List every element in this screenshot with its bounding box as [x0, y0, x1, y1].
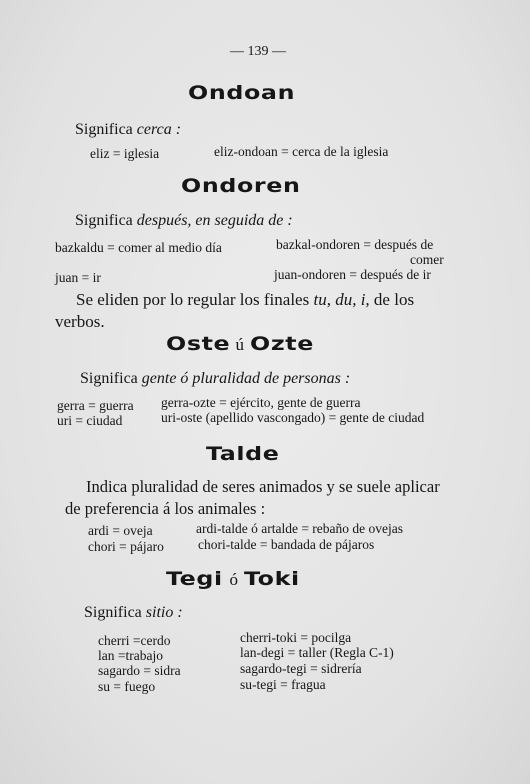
example-left: sagardo = sidra: [98, 663, 181, 678]
title-word: Toki: [243, 568, 300, 590]
title-conjunction: ú: [235, 335, 244, 354]
example-left: eliz = iglesia: [90, 146, 160, 161]
intro-lead: Significa: [80, 370, 142, 387]
intro-lead: Significa: [75, 121, 137, 138]
section-intro: [75, 121, 181, 139]
example-right: lan-degi = taller (Regla C-1): [240, 645, 394, 660]
intro-italic: sitio :: [145, 604, 183, 621]
example-left: lan =trabajo: [98, 648, 163, 663]
example-right: chori-talde = bandada de pájaros: [198, 537, 375, 552]
intro-italic: gente ó pluralidad de personas :: [141, 370, 351, 387]
example-left: ardi = oveja: [88, 523, 153, 538]
section-title-ondoren: Ondoren: [181, 175, 301, 197]
title-conjunction: ó: [229, 570, 238, 589]
section-intro: [80, 370, 350, 388]
example-left: chori = pájaro: [88, 539, 164, 554]
example-right: cherri-toki = pocilga: [240, 630, 352, 645]
page-number: — 139 —: [230, 44, 286, 59]
example-left: bazkaldu = comer al medio día: [55, 240, 222, 255]
example-left: uri = ciudad: [57, 413, 123, 428]
example-left: cherri =cerdo: [98, 633, 171, 648]
title-word: Oste: [166, 333, 231, 355]
section-title-tegi-toki: [166, 568, 300, 590]
example-right: eliz-ondoan = cerca de la iglesia: [214, 144, 389, 159]
section-intro: [84, 604, 183, 622]
note-text: de los verbos.: [55, 290, 415, 331]
section-title-ondoan: Ondoan: [188, 82, 296, 104]
example-right: ardi-talde ó artalde = rebaño de ovejas: [196, 521, 404, 536]
title-word: Ozte: [249, 333, 314, 355]
example-right-continuation: comer: [410, 252, 444, 267]
note-text: Se eliden por lo regular los finales: [76, 290, 314, 309]
verb-ending-note: [55, 289, 453, 333]
section-title-talde: Talde: [206, 443, 280, 465]
intro-lead: Significa: [75, 212, 137, 229]
example-right: juan-ondoren = después de ir: [274, 267, 431, 282]
example-left: su = fuego: [98, 679, 156, 694]
example-left: juan = ir: [55, 270, 101, 285]
example-right: uri-oste (apellido vascongado) = gente de ciudad: [161, 410, 425, 425]
title-word: Tegi: [166, 568, 223, 590]
intro-italic: después, en seguida de :: [136, 212, 293, 229]
example-right: sagardo-tegi = sidrería: [240, 661, 362, 676]
section-title-oste-ozte: [166, 333, 314, 355]
example-right: su-tegi = fragua: [240, 677, 326, 692]
note-italic: tu, du, i,: [313, 290, 370, 309]
example-right: gerra-ozte = ejército, gente de guerra: [161, 395, 361, 410]
section-intro: Indica pluralidad de seres animados y se suele aplicar de preferencia á los animales :: [65, 477, 440, 518]
intro-lead: Significa: [84, 604, 146, 621]
section-intro: [75, 212, 293, 230]
intro-italic: cerca :: [136, 121, 182, 138]
example-right: bazkal-ondoren = después de: [276, 237, 434, 252]
example-left: gerra = guerra: [57, 398, 134, 413]
